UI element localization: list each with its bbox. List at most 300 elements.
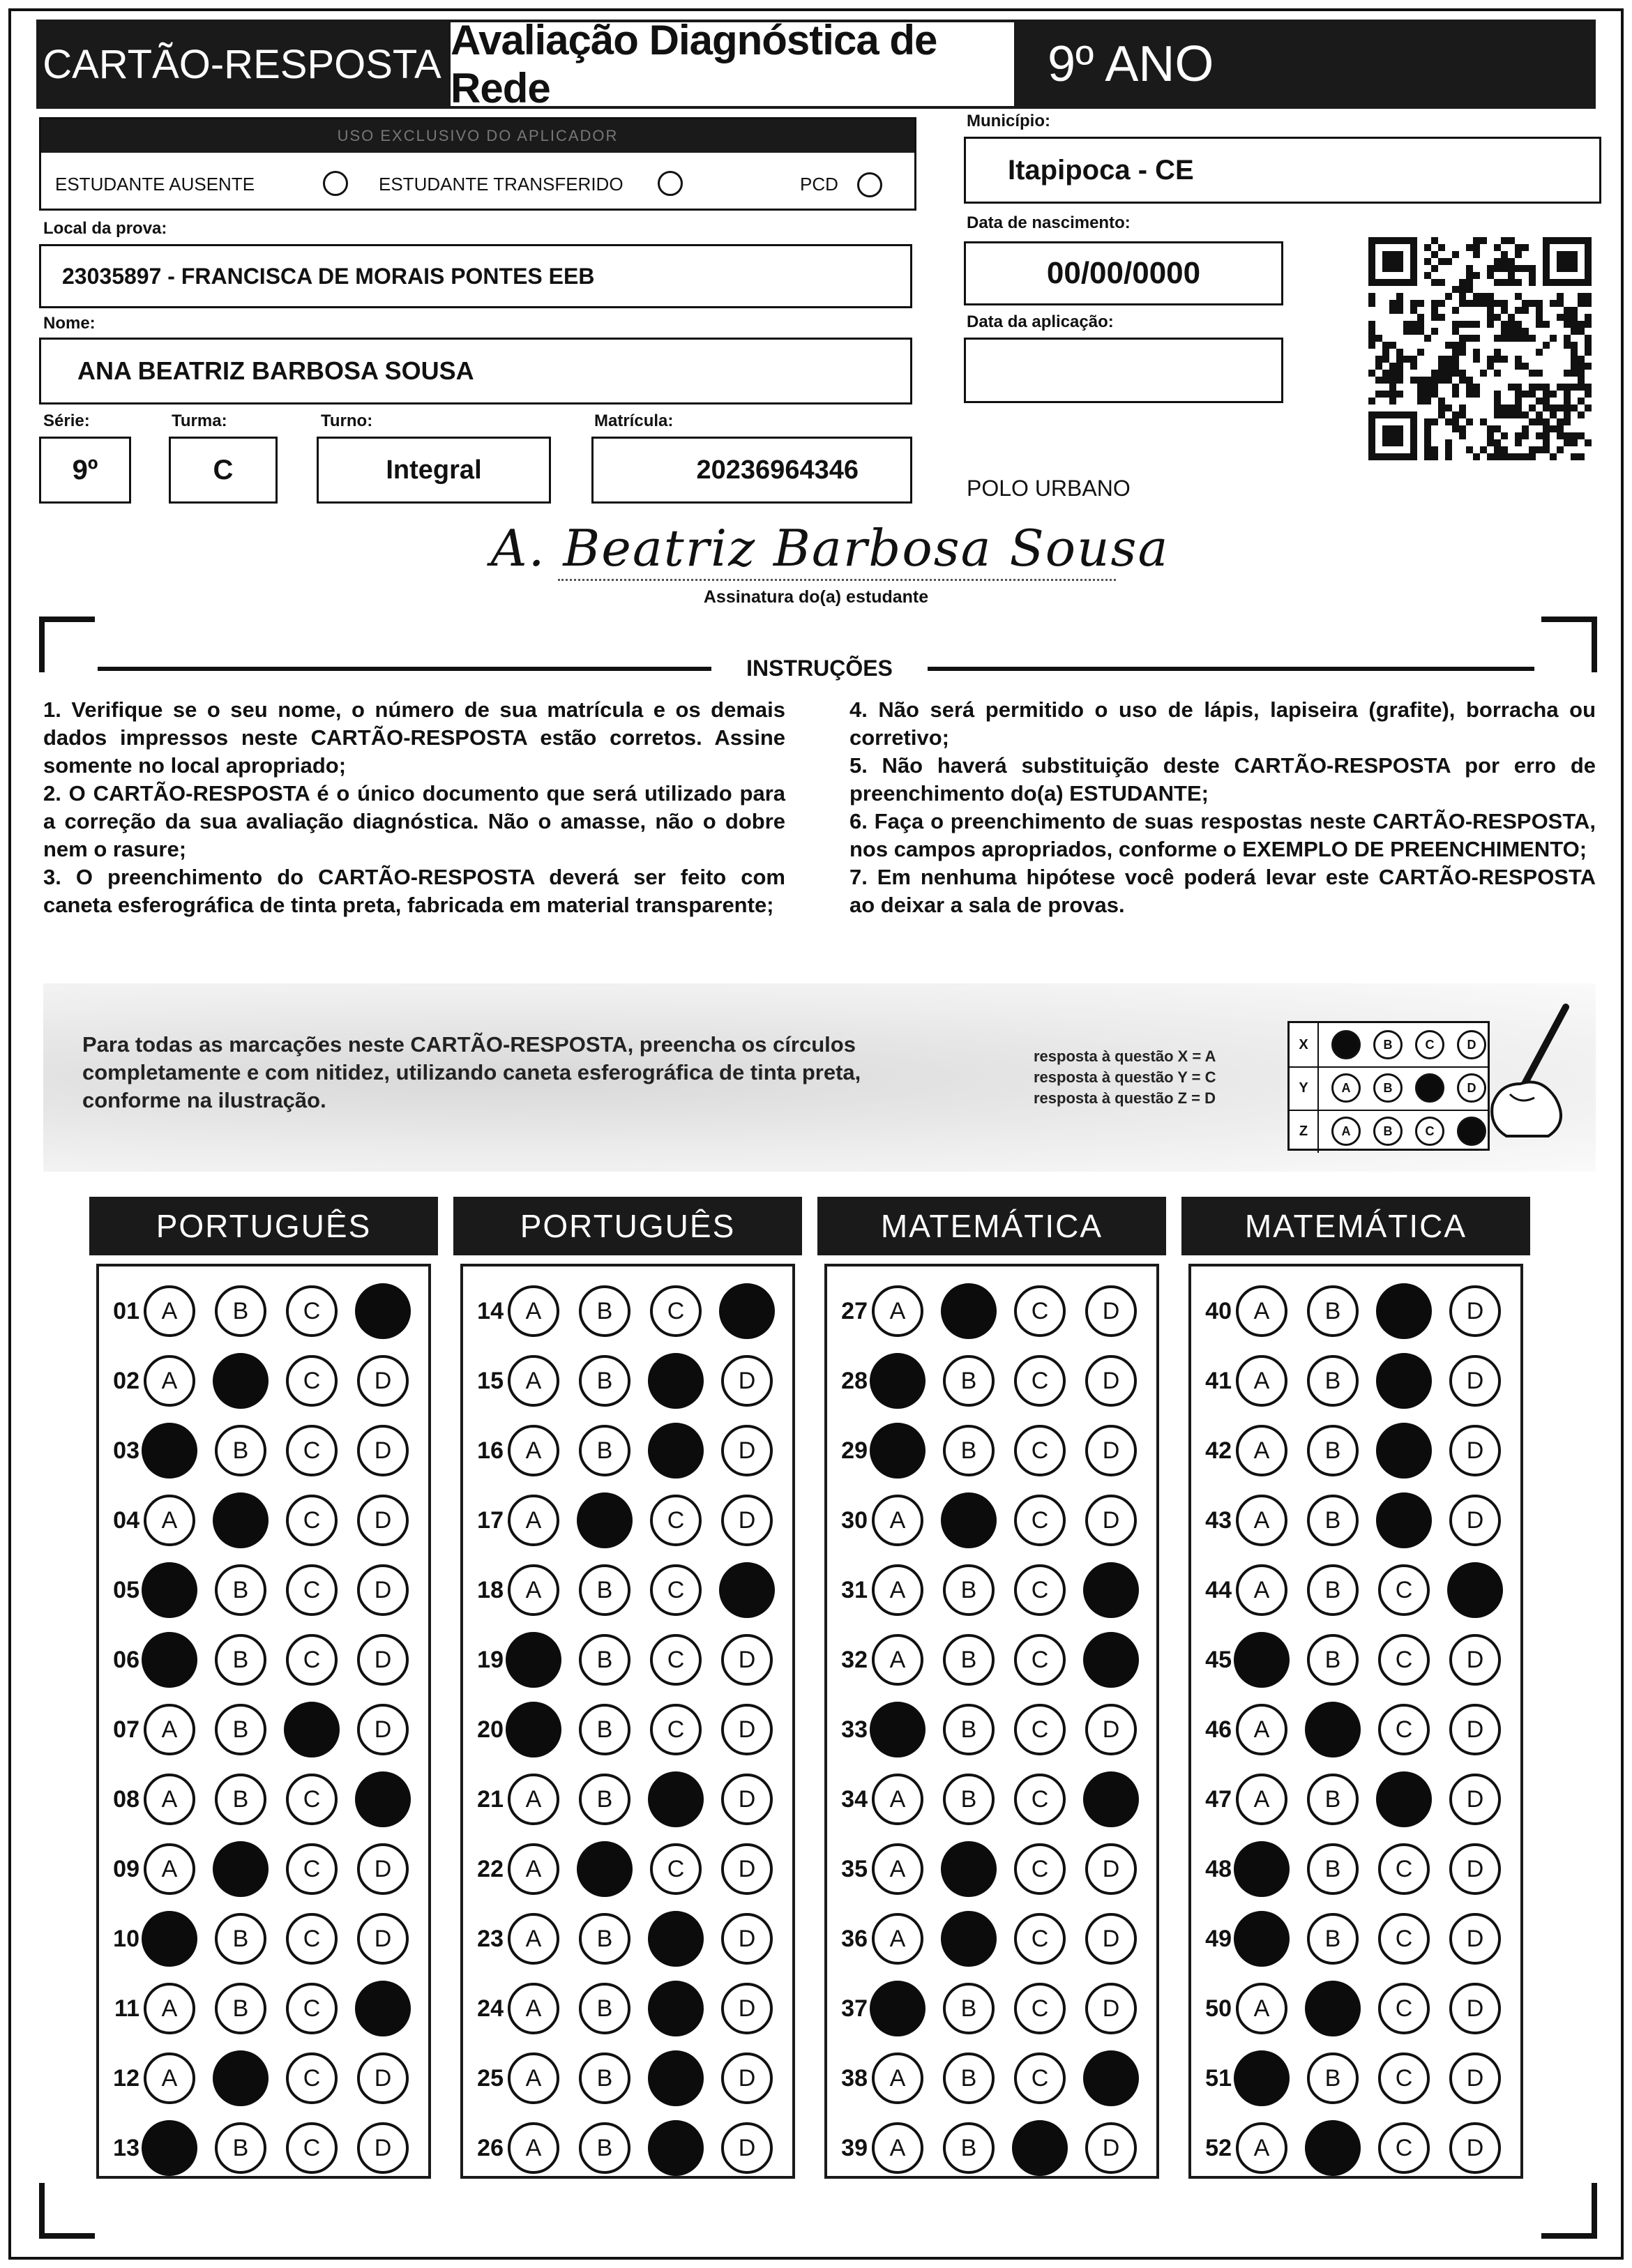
- answer-bubble-b[interactable]: B: [1307, 1843, 1359, 1895]
- answer-bubble-c[interactable]: [1376, 1423, 1432, 1479]
- answer-bubble-c[interactable]: C: [1014, 2052, 1066, 2104]
- question-number: 48: [1205, 1855, 1232, 1882]
- answer-bubble-a[interactable]: [506, 1632, 561, 1688]
- answer-bubble-a[interactable]: A: [144, 1983, 195, 2034]
- answer-bubble-a[interactable]: A: [144, 1704, 195, 1755]
- answer-bubble-c[interactable]: C: [1378, 1634, 1430, 1686]
- answer-bubble-a[interactable]: [142, 2120, 197, 2176]
- answer-bubble-d[interactable]: D: [1449, 1913, 1501, 1965]
- answer-bubble-a[interactable]: A: [508, 1285, 559, 1337]
- answer-bubble-a[interactable]: A: [872, 1634, 923, 1686]
- question-number: 42: [1205, 1437, 1232, 1464]
- answer-bubble-b[interactable]: B: [579, 1285, 630, 1337]
- question-number: 29: [841, 1437, 868, 1464]
- answer-bubble-c[interactable]: C: [1014, 1843, 1066, 1895]
- question-number: 12: [113, 2064, 139, 2092]
- hand-pen-icon: [1479, 1000, 1583, 1140]
- answer-bubble-a[interactable]: A: [508, 1774, 559, 1825]
- answer-bubble-c[interactable]: [1376, 1771, 1432, 1827]
- question-row: [1191, 1353, 1520, 1409]
- question-number: 18: [477, 1576, 504, 1603]
- nascimento-label: Data de nascimento:: [967, 213, 1131, 232]
- answer-bubble-d[interactable]: D: [721, 1495, 773, 1546]
- question-row: [99, 1423, 428, 1479]
- answer-bubble-d[interactable]: [1447, 1562, 1503, 1618]
- answer-bubble-a[interactable]: A: [872, 1564, 923, 1616]
- answer-bubble-b[interactable]: B: [1307, 1774, 1359, 1825]
- instructions-right: [849, 696, 1596, 919]
- answer-bubble-d[interactable]: D: [1449, 1355, 1501, 1407]
- question-number: 47: [1205, 1785, 1232, 1813]
- transferred-label: ESTUDANTE TRANSFERIDO: [379, 174, 624, 195]
- answer-bubble-b[interactable]: B: [579, 1355, 630, 1407]
- question-number: 22: [477, 1855, 504, 1882]
- answer-bubble-c[interactable]: C: [1014, 1425, 1066, 1476]
- question-row: [463, 1632, 792, 1688]
- answer-bubble-d[interactable]: D: [721, 1355, 773, 1407]
- answer-bubble-b[interactable]: B: [1307, 1913, 1359, 1965]
- signature-line: [558, 579, 1116, 581]
- question-number: 16: [477, 1437, 504, 1464]
- answer-bubble-b[interactable]: B: [943, 1704, 995, 1755]
- question-number: 45: [1205, 1646, 1232, 1673]
- answer-bubble-b[interactable]: [213, 1353, 269, 1409]
- answer-bubble-c[interactable]: C: [286, 1495, 338, 1546]
- answer-bubble-d[interactable]: D: [1449, 1285, 1501, 1337]
- answer-bubble-a[interactable]: A: [144, 1285, 195, 1337]
- answer-bubble-a[interactable]: A: [872, 2052, 923, 2104]
- answer-bubble-c[interactable]: [1012, 2120, 1068, 2176]
- answer-bubble-a[interactable]: A: [1236, 1774, 1287, 1825]
- answer-bubble-a[interactable]: A: [1236, 1704, 1287, 1755]
- answer-bubble-d[interactable]: [355, 1981, 411, 2036]
- answer-bubble-c[interactable]: C: [1014, 1704, 1066, 1755]
- answer-bubble-c[interactable]: C: [286, 1634, 338, 1686]
- question-number: 35: [841, 1855, 868, 1882]
- question-row: [1191, 1841, 1520, 1897]
- answer-bubble-b[interactable]: B: [579, 1774, 630, 1825]
- answer-bubble-c[interactable]: C: [1014, 1774, 1066, 1825]
- answer-bubble-a[interactable]: A: [144, 2052, 195, 2104]
- answer-bubble-c[interactable]: [648, 2120, 704, 2176]
- answer-bubble-a[interactable]: A: [144, 1774, 195, 1825]
- answer-bubble-a[interactable]: A: [144, 1843, 195, 1895]
- answer-bubble-b[interactable]: [213, 1841, 269, 1897]
- example-grid: [1287, 1021, 1490, 1151]
- answer-bubble-b[interactable]: B: [1307, 1285, 1359, 1337]
- question-row: [827, 2050, 1156, 2106]
- instructions-left: [43, 696, 785, 919]
- answer-bubble-b[interactable]: [1305, 1981, 1361, 2036]
- question-number: 31: [841, 1576, 868, 1603]
- answer-bubble-c[interactable]: C: [650, 1495, 702, 1546]
- answer-bubble-a[interactable]: A: [508, 1843, 559, 1895]
- answer-bubble-a[interactable]: A: [1236, 1425, 1287, 1476]
- transferred-checkbox[interactable]: [658, 171, 683, 196]
- answer-bubble-a[interactable]: A: [508, 1425, 559, 1476]
- question-number: 01: [113, 1297, 139, 1324]
- answer-bubble-a[interactable]: [142, 1911, 197, 1967]
- answer-bubble-c[interactable]: C: [1378, 1704, 1430, 1755]
- answer-bubble-a[interactable]: A: [1236, 1285, 1287, 1337]
- answer-bubble-c[interactable]: C: [286, 2122, 338, 2174]
- pcd-checkbox[interactable]: [857, 172, 882, 197]
- municipio-label: Município:: [967, 112, 1050, 130]
- answer-bubble-c[interactable]: [1376, 1283, 1432, 1339]
- answer-bubble-b[interactable]: [1305, 2120, 1361, 2176]
- answer-bubble-d[interactable]: [1083, 1632, 1139, 1688]
- answer-bubble-c[interactable]: C: [286, 1564, 338, 1616]
- answer-bubble-a[interactable]: A: [1236, 1495, 1287, 1546]
- answer-bubble-d[interactable]: D: [721, 2052, 773, 2104]
- question-row: [99, 2120, 428, 2176]
- answer-bubble-d[interactable]: D: [1085, 1843, 1137, 1895]
- answer-bubble-a[interactable]: A: [508, 2122, 559, 2174]
- answer-bubble-d[interactable]: D: [357, 1634, 409, 1686]
- answer-bubble-b[interactable]: [577, 1841, 633, 1897]
- answer-bubble-a[interactable]: [1234, 1632, 1290, 1688]
- question-row: [827, 1771, 1156, 1827]
- answer-bubble-c[interactable]: C: [650, 1843, 702, 1895]
- answer-bubble-a[interactable]: A: [1236, 2122, 1287, 2174]
- answer-bubble-c[interactable]: [648, 1771, 704, 1827]
- answer-bubble-a[interactable]: A: [508, 1495, 559, 1546]
- question-row: [1191, 1632, 1520, 1688]
- question-number: 52: [1205, 2134, 1232, 2161]
- answer-bubble-b[interactable]: B: [215, 2122, 266, 2174]
- answer-bubble-a[interactable]: [870, 1702, 925, 1757]
- answer-bubble-b[interactable]: B: [215, 1285, 266, 1337]
- example-bubble-b: B: [1373, 1030, 1403, 1059]
- answer-bubble-b[interactable]: B: [1307, 2052, 1359, 2104]
- answer-bubble-a[interactable]: [142, 1423, 197, 1479]
- question-number: 37: [841, 1995, 868, 2022]
- answer-bubble-a[interactable]: [506, 1702, 561, 1757]
- answer-bubble-c[interactable]: C: [650, 1564, 702, 1616]
- answer-bubble-d[interactable]: D: [721, 1983, 773, 2034]
- answer-bubble-d[interactable]: D: [357, 1704, 409, 1755]
- answer-bubble-d[interactable]: [355, 1771, 411, 1827]
- answer-bubble-b[interactable]: [1305, 1702, 1361, 1757]
- answer-bubble-c[interactable]: [284, 1702, 340, 1757]
- question-number: 11: [114, 1995, 139, 2022]
- answer-bubble-c[interactable]: [648, 1423, 704, 1479]
- answer-bubble-d[interactable]: D: [357, 1564, 409, 1616]
- answer-bubble-b[interactable]: B: [579, 1704, 630, 1755]
- question-row: [463, 2050, 792, 2106]
- answer-bubble-b[interactable]: [941, 1911, 997, 1967]
- answer-bubble-d[interactable]: D: [721, 2122, 773, 2174]
- answer-bubble-b[interactable]: B: [943, 1983, 995, 2034]
- answer-bubble-a[interactable]: A: [872, 1843, 923, 1895]
- answer-bubble-c[interactable]: C: [1378, 1564, 1430, 1616]
- answer-bubble-a[interactable]: [142, 1632, 197, 1688]
- answer-bubble-c[interactable]: [1376, 1492, 1432, 1548]
- question-number: 30: [841, 1506, 868, 1534]
- example-legend-z: resposta à questão Z = D: [1034, 1089, 1216, 1107]
- answer-bubble-c[interactable]: C: [286, 2052, 338, 2104]
- answer-bubble-d[interactable]: D: [1085, 1425, 1137, 1476]
- question-row: [463, 1771, 792, 1827]
- answer-bubble-a[interactable]: A: [872, 1913, 923, 1965]
- answer-bubble-b[interactable]: B: [1307, 1564, 1359, 1616]
- answer-bubble-a[interactable]: A: [872, 1495, 923, 1546]
- answer-bubble-d[interactable]: D: [1449, 2122, 1501, 2174]
- answer-bubble-d[interactable]: D: [721, 1843, 773, 1895]
- answer-bubble-b[interactable]: B: [943, 1564, 995, 1616]
- answer-bubble-b[interactable]: [941, 1841, 997, 1897]
- instructions-title: INSTRUÇÕES: [746, 656, 893, 681]
- answer-bubble-c[interactable]: C: [286, 1913, 338, 1965]
- answer-bubble-c[interactable]: C: [1378, 1983, 1430, 2034]
- answer-bubble-c[interactable]: C: [650, 1634, 702, 1686]
- answer-bubble-d[interactable]: [355, 1283, 411, 1339]
- answer-bubble-c[interactable]: [648, 1911, 704, 1967]
- question-number: 51: [1205, 2064, 1232, 2092]
- question-row: [463, 2120, 792, 2176]
- answer-bubble-c[interactable]: C: [1014, 1355, 1066, 1407]
- question-number: 20: [477, 1716, 504, 1743]
- nome-field: ANA BEATRIZ BARBOSA SOUSA: [39, 338, 912, 405]
- example-bubble-d: D: [1457, 1073, 1486, 1103]
- answer-bubble-c[interactable]: [648, 1353, 704, 1409]
- answer-bubble-d[interactable]: D: [357, 2052, 409, 2104]
- answer-bubble-b[interactable]: B: [215, 1425, 266, 1476]
- example-legend: [1034, 1046, 1216, 1109]
- answer-bubble-b[interactable]: B: [943, 1634, 995, 1686]
- answer-bubble-b[interactable]: B: [215, 1983, 266, 2034]
- question-row: [463, 1353, 792, 1409]
- answer-bubble-c[interactable]: C: [1378, 1913, 1430, 1965]
- answer-bubble-c[interactable]: C: [1378, 1843, 1430, 1895]
- answer-bubble-c[interactable]: C: [650, 1704, 702, 1755]
- question-row: [827, 1911, 1156, 1967]
- answer-bubble-b[interactable]: B: [1307, 1355, 1359, 1407]
- answer-bubble-c[interactable]: C: [1014, 1564, 1066, 1616]
- answer-bubble-d[interactable]: D: [357, 2122, 409, 2174]
- question-row: [827, 1632, 1156, 1688]
- answer-bubble-b[interactable]: B: [943, 1774, 995, 1825]
- answer-bubble-d[interactable]: D: [1449, 1704, 1501, 1755]
- section-title: PORTUGUÊS: [89, 1197, 438, 1255]
- answer-bubble-b[interactable]: B: [1307, 1425, 1359, 1476]
- answer-bubble-b[interactable]: B: [579, 2052, 630, 2104]
- answer-bubble-d[interactable]: D: [357, 1355, 409, 1407]
- answer-bubble-c[interactable]: [1376, 1353, 1432, 1409]
- answer-bubble-c[interactable]: C: [1014, 1495, 1066, 1546]
- answer-bubble-c[interactable]: C: [1014, 1634, 1066, 1686]
- question-number: 33: [841, 1716, 868, 1743]
- question-number: 49: [1205, 1925, 1232, 1952]
- answer-bubble-c[interactable]: [648, 2050, 704, 2106]
- answer-bubble-a[interactable]: [870, 1353, 925, 1409]
- answer-bubble-c[interactable]: C: [286, 1285, 338, 1337]
- answer-bubble-b[interactable]: B: [215, 1564, 266, 1616]
- answer-bubble-a[interactable]: [1234, 1841, 1290, 1897]
- answer-bubble-a[interactable]: A: [144, 1355, 195, 1407]
- example-row: [1290, 1023, 1488, 1068]
- answer-bubble-b[interactable]: [941, 1492, 997, 1548]
- answer-bubble-a[interactable]: A: [508, 1983, 559, 2034]
- answer-bubble-c[interactable]: C: [286, 1843, 338, 1895]
- answer-bubble-c[interactable]: C: [1378, 2052, 1430, 2104]
- answer-bubble-b[interactable]: B: [215, 1913, 266, 1965]
- answer-bubble-d[interactable]: D: [721, 1634, 773, 1686]
- example-text: Para todas as marcações neste CARTÃO-RESPOSTA, preencha os círculos completamente e com nitidez, utilizando caneta esferográfica de tinta preta, conforme na ilustração.: [82, 1032, 861, 1112]
- answer-bubble-d[interactable]: [719, 1562, 775, 1618]
- instructions-rule-right: [928, 667, 1534, 671]
- example-bubble-c: [1415, 1073, 1444, 1103]
- answer-bubble-b[interactable]: B: [943, 1425, 995, 1476]
- nascimento-field: 00/00/0000: [964, 241, 1283, 305]
- exam-title: Avaliação Diagnóstica de Rede: [448, 20, 1017, 109]
- instruction-4: 4. Não será permitido o uso de lápis, lapiseira (grafite), borracha ou corretivo;: [849, 697, 1596, 750]
- question-row: [827, 1492, 1156, 1548]
- answer-bubble-c[interactable]: C: [1014, 1913, 1066, 1965]
- answer-bubble-d[interactable]: [719, 1283, 775, 1339]
- answer-bubble-b[interactable]: [577, 1492, 633, 1548]
- question-row: [99, 1353, 428, 1409]
- answer-bubble-a[interactable]: A: [508, 1355, 559, 1407]
- question-number: 04: [113, 1506, 139, 1534]
- answer-bubble-c[interactable]: C: [286, 1774, 338, 1825]
- answer-bubble-a[interactable]: [1234, 1911, 1290, 1967]
- question-number: 36: [841, 1925, 868, 1952]
- answer-bubble-c[interactable]: C: [1014, 1285, 1066, 1337]
- answer-bubble-d[interactable]: D: [721, 1704, 773, 1755]
- local-label: Local da prova:: [43, 219, 167, 238]
- example-row-label: Y: [1290, 1066, 1319, 1110]
- example-legend-y: resposta à questão Y = C: [1034, 1068, 1216, 1086]
- answer-bubble-d[interactable]: D: [1085, 2122, 1137, 2174]
- question-number: 27: [841, 1297, 868, 1324]
- answer-bubble-c[interactable]: C: [1378, 2122, 1430, 2174]
- answer-bubble-a[interactable]: A: [508, 1564, 559, 1616]
- answer-bubble-b[interactable]: B: [1307, 1634, 1359, 1686]
- instructions-rule-left: [98, 667, 711, 671]
- answer-bubble-c[interactable]: [648, 1981, 704, 2036]
- answer-bubble-d[interactable]: D: [721, 1774, 773, 1825]
- answer-bubble-d[interactable]: D: [721, 1425, 773, 1476]
- absent-checkbox[interactable]: [323, 171, 348, 196]
- answer-bubble-c[interactable]: C: [286, 1425, 338, 1476]
- answer-bubble-b[interactable]: B: [579, 1564, 630, 1616]
- question-row: [1191, 1423, 1520, 1479]
- answer-bubble-d[interactable]: D: [1449, 2052, 1501, 2104]
- question-number: 32: [841, 1646, 868, 1673]
- answer-bubble-d[interactable]: D: [1085, 1355, 1137, 1407]
- answer-bubble-d[interactable]: D: [357, 1425, 409, 1476]
- answer-bubble-c[interactable]: C: [1014, 1983, 1066, 2034]
- question-number: 41: [1205, 1367, 1232, 1394]
- answer-bubble-a[interactable]: [870, 1981, 925, 2036]
- answer-bubble-d[interactable]: D: [1449, 1983, 1501, 2034]
- question-number: 09: [113, 1855, 139, 1882]
- question-row: [99, 1632, 428, 1688]
- answer-bubble-b[interactable]: B: [579, 1425, 630, 1476]
- instruction-5: 5. Não haverá substituição deste CARTÃO-RESPOSTA por erro de preenchimento do(a) ESTUDANTE;: [849, 753, 1596, 806]
- aplicacao-label: Data da aplicação:: [967, 312, 1114, 331]
- answer-bubble-d[interactable]: D: [1449, 1495, 1501, 1546]
- answer-bubble-d[interactable]: D: [721, 1913, 773, 1965]
- answer-bubble-b[interactable]: [213, 2050, 269, 2106]
- turma-field: C: [169, 437, 278, 504]
- answer-bubble-d[interactable]: D: [1449, 1774, 1501, 1825]
- answer-bubble-d[interactable]: D: [1085, 1983, 1137, 2034]
- question-number: 34: [841, 1785, 868, 1813]
- answer-bubble-b[interactable]: B: [215, 1774, 266, 1825]
- answer-bubble-b[interactable]: B: [579, 1634, 630, 1686]
- answer-bubble-a[interactable]: A: [872, 1285, 923, 1337]
- local-field: 23035897 - FRANCISCA DE MORAIS PONTES EEB: [39, 244, 912, 308]
- admin-title: USO EXCLUSIVO DO APLICADOR: [41, 119, 914, 153]
- question-number: 17: [477, 1506, 504, 1534]
- question-row: [463, 1492, 792, 1548]
- question-row: [463, 1423, 792, 1479]
- answer-bubble-b[interactable]: B: [579, 1983, 630, 2034]
- answer-bubble-d[interactable]: D: [357, 1843, 409, 1895]
- answer-bubble-c[interactable]: C: [286, 1355, 338, 1407]
- answer-bubble-b[interactable]: B: [215, 1634, 266, 1686]
- question-row: [1191, 2120, 1520, 2176]
- answer-bubble-b[interactable]: B: [579, 1913, 630, 1965]
- answer-bubble-a[interactable]: [870, 1423, 925, 1479]
- answer-bubble-b[interactable]: [213, 1492, 269, 1548]
- answer-bubble-d[interactable]: D: [357, 1913, 409, 1965]
- answer-bubble-d[interactable]: [1083, 2050, 1139, 2106]
- answer-bubble-b[interactable]: B: [215, 1704, 266, 1755]
- answer-bubble-a[interactable]: A: [1236, 1355, 1287, 1407]
- answer-bubble-a[interactable]: [142, 1562, 197, 1618]
- answer-bubble-c[interactable]: C: [650, 1285, 702, 1337]
- matricula-field: 20236964346: [591, 437, 912, 504]
- answer-bubble-d[interactable]: D: [1085, 1704, 1137, 1755]
- answer-bubble-d[interactable]: D: [1449, 1843, 1501, 1895]
- answer-bubble-b[interactable]: B: [943, 2052, 995, 2104]
- answer-bubble-d[interactable]: D: [1085, 1285, 1137, 1337]
- answer-bubble-a[interactable]: A: [872, 1774, 923, 1825]
- answer-bubble-b[interactable]: B: [1307, 1495, 1359, 1546]
- question-number: 28: [841, 1367, 868, 1394]
- answer-bubble-d[interactable]: D: [1085, 1495, 1137, 1546]
- answer-bubble-d[interactable]: D: [357, 1495, 409, 1546]
- answer-bubble-b[interactable]: B: [579, 2122, 630, 2174]
- answer-bubble-a[interactable]: A: [1236, 1564, 1287, 1616]
- serie-field: 9º: [39, 437, 131, 504]
- answer-bubble-a[interactable]: A: [508, 1913, 559, 1965]
- answer-bubble-a[interactable]: A: [508, 2052, 559, 2104]
- answer-bubble-a[interactable]: A: [1236, 1983, 1287, 2034]
- question-row: [99, 1771, 428, 1827]
- question-row: [463, 1562, 792, 1618]
- answer-bubble-d[interactable]: [1083, 1562, 1139, 1618]
- question-row: [99, 1911, 428, 1967]
- answer-bubble-a[interactable]: A: [872, 2122, 923, 2174]
- question-number: 14: [477, 1297, 504, 1324]
- answer-bubble-b[interactable]: B: [943, 2122, 995, 2174]
- example-row-label: X: [1290, 1023, 1319, 1066]
- answer-bubble-c[interactable]: C: [286, 1983, 338, 2034]
- answer-bubble-a[interactable]: A: [144, 1495, 195, 1546]
- answer-bubble-d[interactable]: [1083, 1771, 1139, 1827]
- answer-bubble-d[interactable]: D: [1449, 1634, 1501, 1686]
- answer-bubble-b[interactable]: B: [943, 1355, 995, 1407]
- answer-bubble-b[interactable]: [941, 1283, 997, 1339]
- answer-bubble-a[interactable]: [1234, 2050, 1290, 2106]
- answer-bubble-d[interactable]: D: [1085, 1913, 1137, 1965]
- answer-bubble-d[interactable]: D: [1449, 1425, 1501, 1476]
- question-row: [99, 1841, 428, 1897]
